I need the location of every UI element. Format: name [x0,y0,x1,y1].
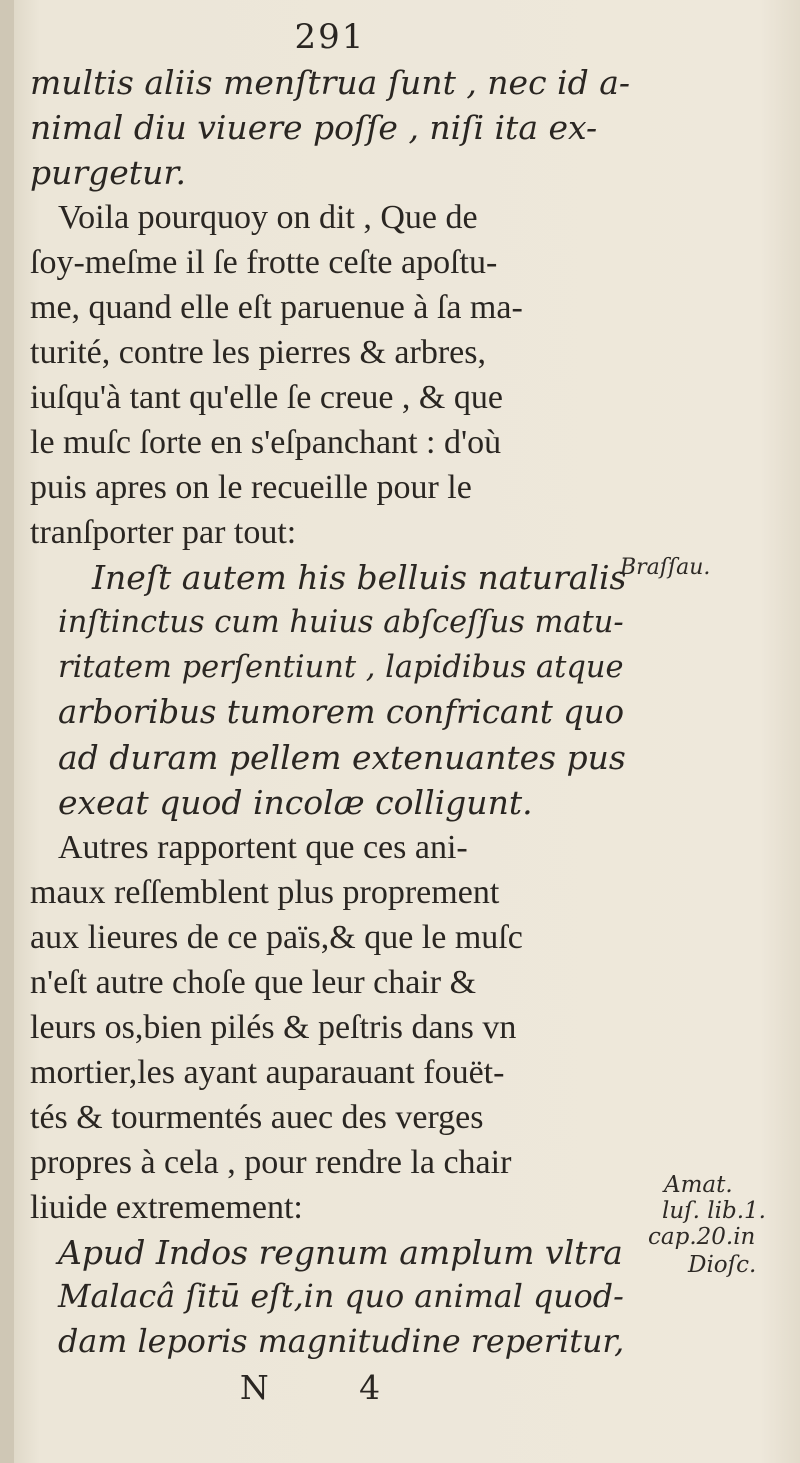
margin-note-amat-1: Amat. [664,1172,733,1198]
text-line: liuide extremement: [30,1189,303,1226]
text-line: n'eſt autre choſe que leur chair & [30,964,477,1001]
text-line: Autres rapportent que ces ani- [58,829,468,866]
text-line: dam leporis magnitudine reperitur, [58,1324,625,1360]
text-line: leurs os,bien pilés & peſtris dans vn [30,1009,517,1046]
margin-note-amat-2: luſ. lib.1. [662,1198,766,1224]
text-lines [30,60,630,1365]
text-line: ad duram pellem extenuantes pus [58,738,626,777]
text-line: maux reſſemblent plus proprement [30,874,500,911]
text-line: le muſc ſorte en s'eſpanchant : d'où [30,424,502,461]
text-line: Voila pourquoy on dit , Que de [58,199,478,236]
text-line: mortier,les ayant auparauant fouët- [30,1054,505,1091]
text-line: inſtinctus cum huius abſceſſus matu- [58,605,624,640]
text-line: Malacâ ſitū eſt,in quo animal quod- [58,1279,624,1315]
text-line: Ineſt autem his belluis naturalis [92,558,627,597]
text-line: tés & tourmentés auec des verges [30,1099,484,1136]
text-line: puis apres on le recueille pour le [30,469,472,506]
margin-note-brassau: Braſſau. [620,555,711,580]
main-text-block [30,14,630,1410]
margin-note-amat-4: Dioſc. [688,1252,757,1278]
text-line: arboribus tumorem confricant quo [58,693,625,731]
text-line: ritatem perſentiunt , lapidibus atque [58,650,624,685]
text-line: iuſqu'à tant qu'elle ſe creue , & que [30,379,503,416]
text-line: purgetur. [30,153,186,192]
text-line: me, quand elle eſt paruenue à ſa ma- [30,289,523,326]
margin-note-amat-3: cap.20.in [648,1224,756,1250]
text-line: ſoy-meſme il ſe frotte ceſte apoſtu- [30,244,498,281]
text-line: multis aliis menſtrua ſunt , nec id a- [30,63,631,102]
text-line: exeat quod incolæ colligunt. [58,783,533,822]
page-gutter-shadow [0,0,14,1463]
text-line: tranſporter par tout: [30,514,297,551]
page-number: 291 [294,17,366,57]
text-line: nimal diu viuere poſſe , niſi ita ex- [30,108,598,147]
text-line: Apud Indos regnum amplum vltra [58,1233,623,1272]
signature-mark: N 4 [239,1368,421,1407]
text-line: turité, contre les pierres & arbres, [30,334,486,371]
text-line: propres à cela , pour rendre la chair [30,1144,512,1181]
text-line: aux lieures de ce païs,& que le muſc [30,919,523,956]
